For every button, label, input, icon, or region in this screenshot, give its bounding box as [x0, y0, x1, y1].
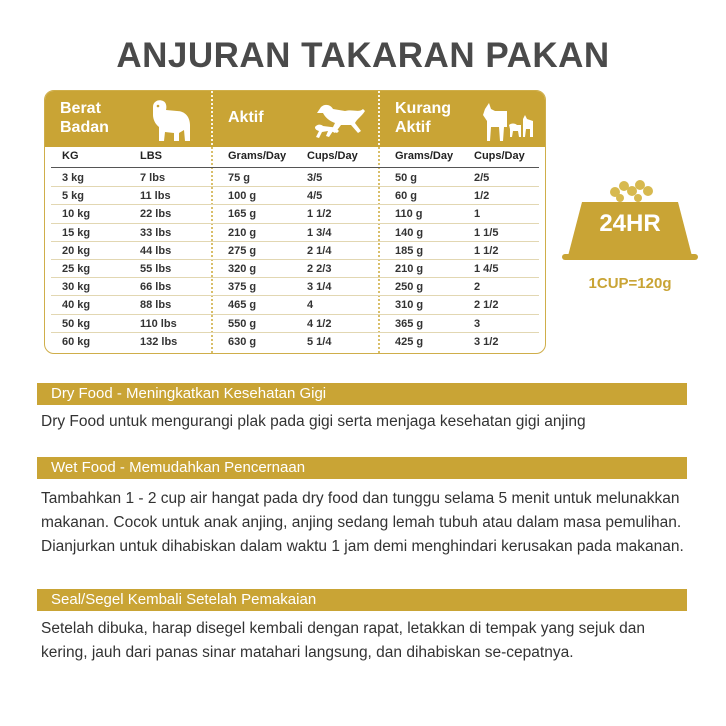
table-row [45, 224, 545, 242]
cell-lbs: 33 lbs [140, 226, 172, 239]
cell-aktif-grams: 210 g [228, 226, 257, 239]
cell-aktif-cups: 1 3/4 [307, 226, 332, 239]
cell-kg: 40 kg [62, 299, 91, 312]
cell-kurang-cups: 1 4/5 [474, 262, 499, 275]
cell-aktif-cups: 5 1/4 [307, 335, 332, 348]
cell-kg: 15 kg [62, 226, 91, 239]
cell-kurang-cups: 3 [474, 317, 481, 330]
cell-kurang-cups: 1/2 [474, 190, 490, 203]
cell-lbs: 88 lbs [140, 299, 172, 312]
cell-lbs: 55 lbs [140, 262, 172, 275]
cell-aktif-grams: 630 g [228, 335, 257, 348]
cell-lbs: 44 lbs [140, 244, 172, 257]
cell-kurang-cups: 1 1/5 [474, 226, 499, 239]
cell-aktif-grams: 375 g [228, 281, 257, 294]
cell-kurang-grams: 210 g [395, 262, 424, 275]
table-header [45, 91, 545, 147]
table-row [45, 260, 545, 278]
cell-aktif-cups: 4 1/2 [307, 317, 332, 330]
cell-kg: 5 kg [62, 190, 85, 203]
cell-kurang-grams: 140 g [395, 226, 424, 239]
sitting-dogs-icon [477, 97, 537, 143]
cell-aktif-cups: 1 1/2 [307, 208, 332, 221]
header-rule [51, 167, 539, 168]
cell-kurang-grams: 110 g [395, 208, 423, 221]
section-berat-label: Berat Badan [60, 100, 109, 136]
cell-kurang-grams: 50 g [395, 172, 418, 184]
section-text-dry-food: Dry Food untuk mengurangi plak pada gigi serta menjaga kesehatan gigi anjing [41, 413, 586, 430]
section-text-seal: Setelah dibuka, harap disegel kembali dengan rapat, letakkan di tempak yang sejuk dan kering, jauh dari panas sinar matahari langsung, dan dihabiskan se-cepatnya. [41, 620, 646, 661]
column-header-lbs: LBS [140, 150, 162, 162]
section-aktif-label: Aktif [228, 109, 264, 126]
table-row [45, 333, 545, 351]
cell-kurang-cups: 2 [474, 281, 481, 294]
serving-badge [560, 178, 700, 298]
section-kurang-label: Kurang Aktif [395, 100, 451, 136]
cell-kurang-cups: 1 [474, 208, 481, 221]
section-text-wet-food: Tambahkan 1 - 2 cup air hangat pada dry food dan tunggu selama 5 menit untuk melunakkan makanan. Cocok untuk anak anjing, anjing sedang lemah tubuh atau dalam masa pemulihan. Dianjurkan untuk dihabiskan dalam waktu 1 jam demi menghindari kerusakan pada makanan. [41, 490, 684, 555]
column-headers [45, 150, 545, 166]
section-heading-dry-food: Dry Food - Meningkatkan Kesehatan Gigi [37, 383, 687, 405]
column-header-kurang-cups: Cups/Day [474, 150, 525, 162]
cell-kg: 3 kg [62, 172, 85, 184]
cell-aktif-grams: 320 g [228, 262, 257, 275]
cell-kurang-grams: 365 g [395, 317, 424, 330]
cell-aktif-grams: 100 g [228, 190, 257, 203]
cell-kg: 25 kg [62, 262, 91, 275]
cell-aktif-grams: 465 g [228, 299, 257, 312]
table-row [45, 315, 545, 333]
cell-aktif-cups: 3/5 [307, 172, 323, 184]
cell-kg: 50 kg [62, 317, 91, 330]
cell-kurang-cups: 3 1/2 [474, 335, 499, 348]
cell-aktif-grams: 75 g [228, 172, 251, 184]
cell-aktif-cups: 2 2/3 [307, 262, 332, 275]
table-row [45, 296, 545, 314]
cell-kg: 30 kg [62, 281, 91, 294]
table-row [45, 242, 545, 260]
page-title: ANJURAN TAKARAN PAKAN [116, 36, 610, 75]
cell-kurang-grams: 425 g [395, 335, 424, 348]
section-heading-seal: Seal/Segel Kembali Setelah Pemakaian [37, 589, 687, 611]
column-header-aktif-grams: Grams/Day [228, 150, 287, 162]
section-heading-wet-food: Wet Food - Memudahkan Pencernaan [37, 457, 687, 479]
cell-kurang-cups: 1 1/2 [474, 244, 499, 257]
table-row [45, 278, 545, 296]
cell-lbs: 7 lbs [140, 172, 166, 184]
cell-aktif-cups: 3 1/4 [307, 281, 332, 294]
cell-kurang-grams: 60 g [395, 190, 418, 203]
column-header-aktif-cups: Cups/Day [307, 150, 358, 162]
cell-aktif-cups: 4/5 [307, 190, 323, 203]
cell-lbs: 22 lbs [140, 208, 172, 221]
cell-aktif-cups: 2 1/4 [307, 244, 332, 257]
cell-lbs: 66 lbs [140, 281, 172, 294]
cell-lbs: 11 lbs [140, 190, 171, 203]
table-row [45, 169, 545, 187]
cell-kg: 10 kg [62, 208, 91, 221]
cell-aktif-grams: 550 g [228, 317, 257, 330]
cell-lbs: 110 lbs [140, 317, 177, 330]
badge-24hr-label: 24HR [599, 210, 661, 237]
cell-kurang-grams: 250 g [395, 281, 424, 294]
cell-kg: 60 kg [62, 335, 91, 348]
cell-kurang-cups: 2 1/2 [474, 299, 499, 312]
table-body [45, 169, 545, 351]
running-dogs-icon [311, 97, 373, 143]
cell-lbs: 132 lbs [140, 335, 178, 348]
cell-kurang-cups: 2/5 [474, 172, 490, 184]
table-row [45, 205, 545, 223]
cup-equivalence: 1CUP=120g [588, 275, 672, 292]
cell-aktif-cups: 4 [307, 299, 314, 312]
table-row [45, 187, 545, 205]
cell-kurang-grams: 185 g [395, 244, 424, 257]
cell-kg: 20 kg [62, 244, 91, 257]
cell-kurang-grams: 310 g [395, 299, 424, 312]
feeding-table [44, 90, 546, 354]
big-dog-icon [145, 97, 195, 143]
cell-aktif-grams: 275 g [228, 244, 257, 257]
cell-aktif-grams: 165 g [228, 208, 257, 221]
column-header-kg: KG [62, 150, 79, 162]
column-header-kurang-grams: Grams/Day [395, 150, 454, 162]
